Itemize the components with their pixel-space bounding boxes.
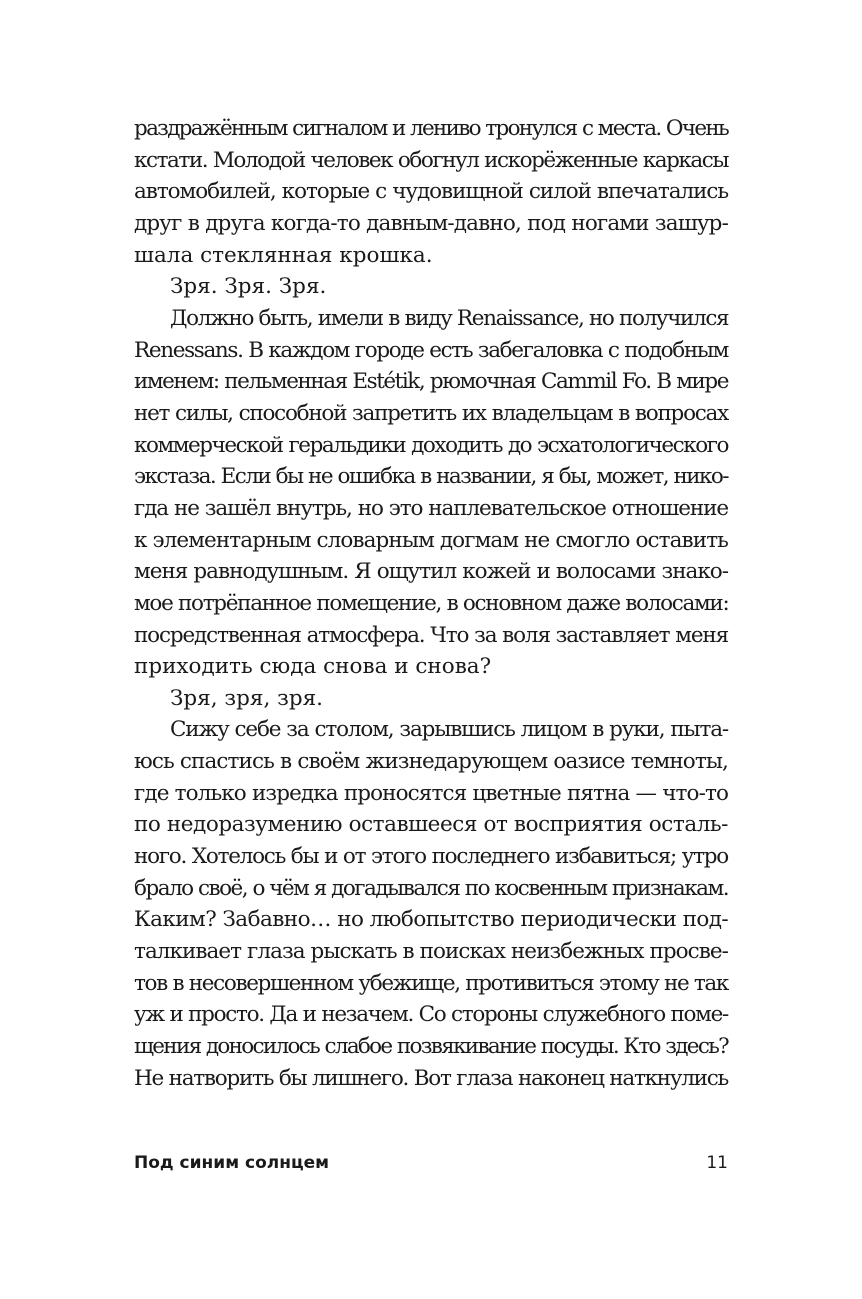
text-line: меня равнодушным. Я ощутил кожей и волосами знако- [134,559,728,585]
text-line: кстати. Молодой человек обогнул искорёженные каркасы [134,147,728,173]
text-line: друг в друга когда-то давным-давно, под ногами зашур- [134,210,728,236]
text-line: Зря, зря, зря. [170,685,323,711]
text-line: уж и просто. Да и незачем. Со стороны служебного поме- [134,1002,728,1028]
text-line: юсь спастись в своём жизнедарующем оазисе темноты, [134,749,728,775]
text-line: к элементарным словарным догмам не смогло оставить [134,527,728,553]
text-line: Renessans. В каждом городе есть забегаловка с подобным [134,337,728,363]
text-line: нет силы, способной запретить их владельцам в вопросах [134,400,728,426]
text-line: Сижу себе за столом, зарывшись лицом в руки, пыта- [170,717,728,743]
text-line: щения доносилось слабое позвякивание посуды. Кто здесь? [134,1034,728,1060]
text-line: Каким? Забавно… но любопытство периодически под- [134,907,729,933]
text-line: приходить сюда снова и снова? [134,654,492,680]
body-text [134,113,728,1094]
text-line: шала стеклянная крошка. [134,242,433,268]
text-line: талкивает глаза рыскать в поисках неизбежных просве- [134,939,728,965]
text-line: раздражённым сигналом и лениво тронулся с места. Очень [134,116,728,141]
text-line: коммерческой геральдики доходить до эсхатологического [134,432,728,458]
text-line: ного. Хотелось бы и от этого последнего избавиться; утро [134,844,728,870]
text-line: брало своё, о чём я догадывался по косвенным признакам. [134,875,729,901]
text-line: по недоразумению оставшееся от восприятия осталь- [134,812,728,838]
text-line: Должно быть, имели в виду Renaissance, но получился [170,305,729,331]
page-footer [134,1153,728,1177]
text-line: мое потрёпанное помещение, в основном даже волосами: [134,590,729,616]
running-title: Под синим солнцем [134,1153,329,1173]
page-number: 11 [706,1153,728,1173]
text-line: тов в несовершенном убежище, противиться этому не так [134,970,728,996]
text-line: где только изредка проносятся цветные пятна — что-то [134,780,728,806]
text-line: гда не зашёл внутрь, но это наплевательское отношение [134,495,728,521]
text-line: именем: пельменная Estétik, рюмочная Cammil Fo. В мире [134,369,728,395]
text-line: Не натворить бы лишнего. Вот глаза наконец наткнулись [134,1065,728,1091]
text-line: экстаза. Если бы не ошибка в названии, я бы, может, нико- [134,464,728,490]
text-line: посредственная атмосфера. Что за воля заставляет меня [134,622,728,648]
text-line: автомобилей, которые с чудовищной силой впечатались [134,179,728,205]
text-line: Зря. Зря. Зря. [170,274,327,300]
